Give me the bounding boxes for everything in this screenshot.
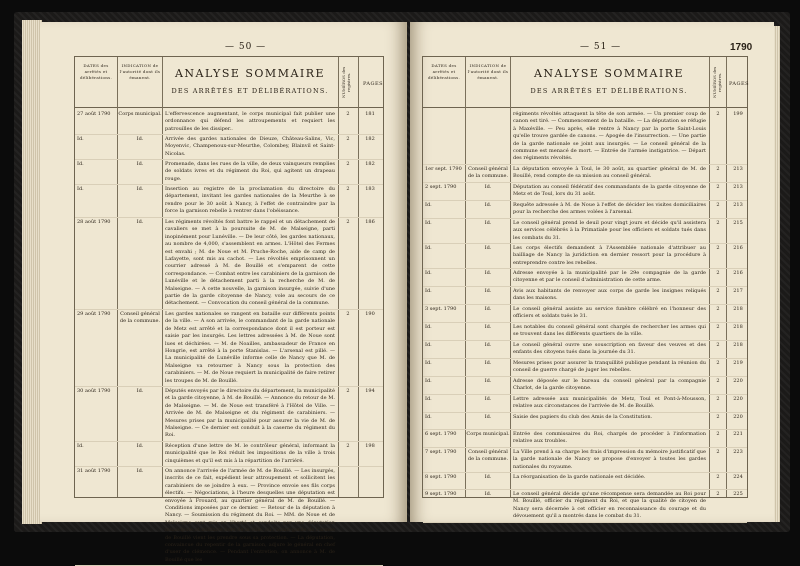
row-page-number: 224	[733, 474, 743, 480]
row-summary: La réorganisation de la garde nationale est décidée.	[513, 474, 646, 480]
row-date: Id.	[77, 443, 84, 449]
row-page-number: 182	[365, 136, 375, 142]
row-page-number: 217	[733, 288, 743, 294]
row-authority: Id.	[136, 219, 144, 225]
row-divider	[75, 386, 383, 387]
row-register-number: 2	[346, 136, 350, 142]
row-divider	[423, 268, 747, 269]
row-divider	[423, 358, 747, 359]
table	[74, 56, 384, 563]
row-summary: Les régiments révoltés font battre le rappel et un détachement de cavaliers se met à la poursuite de M. de Malseigne, parti inopinément pour Lunéville. — De leur côté, les gardes nationaux, au nombre de 4,000, s'assemblent en armes. L'Hôtel des Fermes est envahi ; M. de Noue et M. Pruche-Roche, aide de camp de Lafayette, sont mis au cachot. — Les révoltés emprisonnent un courrier adressé à M. de Bouillé et s'emparent de cette correspondance. — Combat entre les carabiniers de la garnison de Lunéville et le détachement parti à la recherche de M. de Malseigne. — A cette nouvelle, la garnison insurgée, suivie d'une partie de la garde citoyenne de Nancy, vole au secours de ce détachement. — Convocation du conseil général de la commune.	[165, 219, 335, 307]
row-page-number: 218	[733, 342, 743, 348]
row-divider	[423, 182, 747, 183]
row-divider	[75, 159, 383, 160]
row-page-number: 183	[365, 186, 375, 192]
row-page-number: 219	[733, 360, 743, 366]
row-page-number: 181	[365, 111, 375, 117]
row-summary: Les notables du conseil général sont chargés de rechercher les armes qui se trouvent dans les différents quartiers de la ville.	[513, 324, 706, 338]
row-page-number: 199	[733, 111, 743, 117]
row-page-number: 220	[733, 396, 743, 402]
table-title: ANALYSE SOMMAIRE	[174, 67, 326, 80]
row-page-number: 198	[365, 443, 375, 449]
row-summary: Lettre adressée aux municipalités de Metz, Toul et Pont-à-Mousson, relative aux circonstances de l'arrivée de M. de Bouillé.	[513, 396, 706, 410]
row-summary: Le conseil général ouvre une souscription en faveur des veuves et des enfants des citoyens tués dans la journée du 31.	[513, 342, 706, 356]
row-divider	[423, 394, 747, 395]
row-divider	[75, 466, 383, 467]
row-page-number: 220	[733, 378, 743, 384]
row-summary: Promenade, dans les rues de la ville, de deux vainqueurs remplies de soldats ivres et du régiment du Roi, qui agitent un drapeau rouge.	[165, 161, 335, 182]
row-register-number: 2	[346, 443, 350, 449]
row-register-number: 2	[716, 449, 720, 455]
row-divider	[423, 489, 747, 490]
row-date: 6 sept. 1790	[425, 431, 457, 437]
left-page	[40, 22, 407, 563]
row-register-number: 2	[716, 324, 720, 330]
row-authority: Id.	[484, 378, 492, 384]
row-divider	[423, 412, 747, 413]
row-page-number: 186	[365, 219, 375, 225]
row-authority: Id.	[484, 474, 492, 480]
row-date: 29 août 1790	[77, 311, 111, 317]
row-date: 9 sept. 1790	[425, 491, 457, 497]
row-summary: Le conseil général décide qu'une récompense sera demandée au Roi pour M. Bouillé, officier du régiment du Roi, et que la qualité de citoyen de Nancy sera décernée à cet officier en reconnaissance du courage et du dévouement qu'il a montrés dans le combat du 31.	[513, 491, 706, 520]
table-title: ANALYSE SOMMAIRE	[533, 67, 685, 80]
year-heading: 1790	[730, 42, 753, 53]
row-summary: Requête adressée à M. de Noue à l'effet de décider les visites domiciliaires pour la recherche des armes volées à l'arsenal.	[513, 202, 706, 216]
row-page-number: 223	[733, 449, 743, 455]
row-register-number: 2	[346, 161, 350, 167]
row-register-number: 2	[716, 220, 720, 226]
table-header	[423, 57, 750, 108]
row-page-number: 218	[733, 306, 743, 312]
row-authority: Conseil général de la commune.	[467, 449, 509, 463]
row-register-number: 2	[346, 186, 350, 192]
row-summary: régiments révoltés attaquent la tête de son armée. — Un premier coup de canon est tiré. — Commencement de la bataille. — La députation se réfugie à Maxéville. — Peu après, elle rentre à Nancy par la porte Saint-Louis qu'elle trouve gardée de canons. — Apogée de l'insurrection. — Une partie de la garde nationale se joint aux insurgés. — Le conseil général de la commune est menacé de mort. — Entrée de l'armée instigatrice. — Départ des régiments révoltés.	[513, 111, 706, 162]
row-divider	[75, 184, 383, 185]
row-divider	[75, 217, 383, 218]
row-divider	[423, 286, 747, 287]
row-date: Id.	[425, 396, 432, 402]
row-divider	[423, 522, 747, 523]
row-summary: La Ville prend à sa charge les frais d'impression du mémoire justificatif que la garde nationale de Nancy se propose d'envoyer à toutes les gardes nationales du royaume.	[513, 449, 706, 470]
row-divider	[75, 309, 383, 310]
row-date: 28 août 1790	[77, 219, 111, 225]
row-page-number: 194	[365, 388, 375, 394]
col-dates-header: DATES des arrêtés et délibérations.	[79, 63, 113, 80]
col-numbers-header: NUMÉROS des registres.	[341, 66, 351, 98]
page-number: — 50 —	[225, 42, 267, 52]
row-summary: Entrée des commissaires du Roi, chargés de procéder à l'information relative aux troubles.	[513, 431, 706, 445]
row-divider	[423, 304, 747, 305]
row-summary: L'effervescence augmentant, le corps municipal fait publier une ordonnance qui défend les attroupements et requiert les patrouilles de les dissiper..	[165, 111, 335, 132]
col-dates-header: DATES des arrêtés et délibérations.	[427, 63, 461, 80]
row-register-number: 2	[346, 311, 350, 317]
row-authority: Id.	[136, 388, 144, 394]
row-summary: Les gardes nationales se rangent en bataille sur différents points de la ville. — A son arrivée, le commandant de la garde nationale de Metz est arrêté et la correspondance dont il est porteur est saisie par les insurgés. Les lettres adressées à M. de Noue sont lues et déchirées. — M. de Noailles, ambassadeur de France en Hongrie, est arrêté à la porte Stanislas. — L'arsenal est pillé. — La municipalité de Lunéville informe celle de Nancy que M. de Malseigne va retourner à Nancy sous la protection des carabiniers. — M. de Noue requiert la municipalité de faire retirer les troupes de M. de Bouillé.	[165, 311, 335, 384]
row-divider	[423, 218, 747, 219]
row-authority: Id.	[484, 360, 492, 366]
col-pages-header: PAGES	[729, 81, 750, 87]
row-summary: Réception d'une lettre de M. le contrôleur général, informant la municipalité que le Roi réduit les impositions de la ville à trois cinquièmes et qu'il est mis à la répartition de l'arriéré.	[165, 443, 335, 464]
row-page-number: 225	[733, 491, 743, 497]
row-divider	[75, 134, 383, 135]
row-summary: Saisie des papiers du club des Amis de la Constitution.	[513, 414, 653, 420]
row-authority: Id.	[484, 491, 492, 497]
row-authority: Id.	[484, 288, 492, 294]
row-summary: Adresse déposée sur le bureau du conseil général par la compagnie Charlot, de la garde citoyenne.	[513, 378, 706, 392]
table-subtitle: DES ARRÊTÉS ET DÉLIBÉRATIONS.	[171, 87, 329, 95]
row-authority: Id.	[484, 245, 492, 251]
table	[422, 56, 750, 520]
row-divider	[423, 472, 747, 473]
col-numbers-header: NUMÉROS des registres.	[712, 66, 722, 98]
row-divider	[423, 200, 747, 201]
row-date: 7 sept. 1790	[425, 449, 457, 455]
row-divider	[423, 340, 747, 341]
row-divider	[423, 447, 747, 448]
table-subtitle: DES ARRÊTÉS ET DÉLIBÉRATIONS.	[530, 87, 688, 95]
row-summary: Adresse envoyée à la municipalité par le 29e compagnie de la garde citoyenne et par le conseil d'administration de cette arme.	[513, 270, 706, 284]
row-register-number: 2	[716, 270, 720, 276]
table-header	[75, 57, 383, 108]
row-summary: Le conseil général assiste au service funèbre célébré en l'honneur des officiers et soldats tués le 31.	[513, 306, 706, 320]
row-divider	[423, 322, 747, 323]
row-divider	[423, 429, 747, 430]
row-page-number: 190	[365, 311, 375, 317]
col-pages-header: PAGES	[363, 81, 384, 87]
row-authority: Id.	[136, 443, 144, 449]
row-date: 8 sept. 1790	[425, 474, 457, 480]
row-register-number: 2	[716, 342, 720, 348]
row-authority: Id.	[484, 270, 492, 276]
row-date: Id.	[425, 414, 432, 420]
row-page-number: 213	[733, 166, 743, 172]
row-summary: Députés envoyés par le directoire du département, la municipalité et la garde citoyenne, à M. de Bouillé. — Annonce du retour de M. de Malseigne. — M. de Noue est transféré à l'Hôtel de Ville. — Arrivée de M. de Malseigne et du régiment de carabiniers. — Mesures prises par la municipalité pour assurer la vie de M. de Malseigne. — Ce dernier est conduit à la caserne du régiment du Roi.	[165, 388, 335, 439]
row-page-number: 216	[733, 245, 743, 251]
row-authority: Id.	[484, 342, 492, 348]
row-date: 2 sept. 1790	[425, 184, 457, 190]
row-register-number: 2	[716, 378, 720, 384]
row-divider	[423, 164, 747, 165]
row-authority: Id.	[484, 324, 492, 330]
row-authority: Id.	[484, 414, 492, 420]
row-register-number: 2	[716, 396, 720, 402]
row-authority: Id.	[484, 184, 492, 190]
row-divider	[423, 376, 747, 377]
row-date: Id.	[77, 136, 84, 142]
row-register-number: 2	[716, 474, 720, 480]
row-authority: Corps municipal.	[118, 111, 162, 117]
row-authority: Conseil général de la commune.	[467, 166, 509, 180]
row-date: 30 août 1790	[77, 388, 111, 394]
row-date: Id.	[425, 342, 432, 348]
row-summary: Le conseil général prend le deuil pour vingt jours et décide qu'il assistera aux services célébrés à la Primatiale pour les officiers et soldats tués dans les combats du 31.	[513, 220, 706, 241]
row-authority: Id.	[136, 161, 144, 167]
row-date: Id.	[425, 270, 432, 276]
row-register-number: 2	[716, 166, 720, 172]
row-page-number: 218	[733, 324, 743, 330]
page-edges-left	[22, 20, 42, 524]
row-authority: Conseil général de la commune.	[119, 311, 161, 325]
row-register-number: 2	[716, 431, 720, 437]
row-summary: Députation au conseil fédératif des commandants de la garde citoyenne de Metz et de Toul, lors du 31 août.	[513, 184, 706, 198]
row-page-number: 213	[733, 184, 743, 190]
row-summary: La députation envoyée à Toul, le 30 août, au quartier général de M. de Bouillé, rend compte de sa mission au conseil général.	[513, 166, 706, 180]
row-page-number: 221	[733, 431, 743, 437]
row-date: Id.	[77, 186, 84, 192]
row-divider	[423, 243, 747, 244]
row-page-number: 182	[365, 161, 375, 167]
row-summary: Avis aux habitants de renvoyer aux corps de garde les insignes reliqués dans les maisons.	[513, 288, 706, 302]
row-summary: On annonce l'arrivée de l'armée de M. de Bouillé. — Les insurgés, inscrits de ce fait, expédient leur attroupement et sollicitent les carabiniers de se joindre à eux. — Province envoie ses fils corps électifs. — Négociations, à l'heure desquelles une députation est envoyée à Frouard, au quartier général de M. de Bouillé. — Conditions imposées par ce dernier. — Retour de la députation à Nancy. — Soumission du régiment du Roi. — MM. de Noue et de Malseigne sont mis en liberté et conduits par une députation municipale et militaire hors de la ville, où l'avant-garde de l'armée de Bouillé vient les prendre sous sa protection. — La députation, convaincue du repentir de la garnison, adjure le général en chef d'user de clémence. — Pendant l'entretien, on annonce à M. de Bouillé que les	[165, 468, 335, 563]
row-authority: Corps municipal.	[466, 431, 510, 437]
row-page-number: 215	[733, 220, 743, 226]
row-register-number: 2	[716, 245, 720, 251]
page-number: — 51 —	[580, 42, 622, 52]
row-register-number: 2	[716, 306, 720, 312]
row-summary: Mesures prises pour assurer la tranquillité publique pendant la réunion du conseil de guerre chargé de juger les rebelles.	[513, 360, 706, 374]
col-authority-header: INDICATION de l'autorité dont ils émanent.	[119, 63, 161, 80]
right-page	[410, 22, 774, 522]
row-register-number: 2	[716, 414, 720, 420]
row-page-number: 220	[733, 414, 743, 420]
row-summary: Les corps électifs demandent à l'Assemblée nationale d'attribuer au bailliage de Nancy la juridiction en dernier ressort pour la procédure à entreprendre contre les rebelles.	[513, 245, 706, 266]
row-summary: Insertion au registre de la proclamation du directoire du département, invitant les gardes nationales de la Meurthe à se rendre pour le 30 août à Nancy, à l'effet de contraindre par la force la garnison rebelle à rentrer dans l'obéissance.	[165, 186, 335, 215]
row-register-number: 2	[716, 360, 720, 366]
row-authority: Id.	[136, 186, 144, 192]
row-register-number: 2	[716, 202, 720, 208]
row-date: 27 août 1790	[77, 111, 111, 117]
row-summary: Arrivée des gardes nationales de Dieuze, Château-Salins, Vic, Moyenvic, Champenoux-sur-Meurthe, Colombey, Blainvil et Saint-Nicolas.	[165, 136, 335, 157]
row-date: Id.	[77, 161, 84, 167]
row-register-number: 2	[716, 111, 720, 117]
row-register-number: 2	[346, 388, 350, 394]
row-authority: Id.	[484, 220, 492, 226]
row-page-number: 213	[733, 202, 743, 208]
row-date: 31 août 1790	[77, 468, 111, 474]
row-register-number: 2	[346, 219, 350, 225]
row-authority: Id.	[136, 136, 144, 142]
row-authority: Id.	[136, 468, 144, 474]
row-authority: Id.	[484, 396, 492, 402]
row-date: Id.	[425, 360, 432, 366]
row-register-number: 2	[346, 111, 350, 117]
row-register-number: 2	[716, 184, 720, 190]
col-authority-header: INDICATION de l'autorité dont ils émanent.	[467, 63, 509, 80]
row-register-number: 2	[716, 288, 720, 294]
row-authority: Id.	[484, 306, 492, 312]
row-date: 3 sept. 1790	[425, 306, 457, 312]
row-date: 1er sept. 1790	[425, 166, 462, 172]
row-register-number: 2	[716, 491, 720, 497]
row-date: Id.	[425, 220, 432, 226]
row-date: Id.	[425, 202, 432, 208]
row-date: Id.	[425, 324, 432, 330]
row-date: Id.	[425, 288, 432, 294]
row-date: Id.	[425, 245, 432, 251]
row-authority: Id.	[484, 202, 492, 208]
row-page-number: 216	[733, 270, 743, 276]
row-date: Id.	[425, 378, 432, 384]
row-divider	[75, 441, 383, 442]
